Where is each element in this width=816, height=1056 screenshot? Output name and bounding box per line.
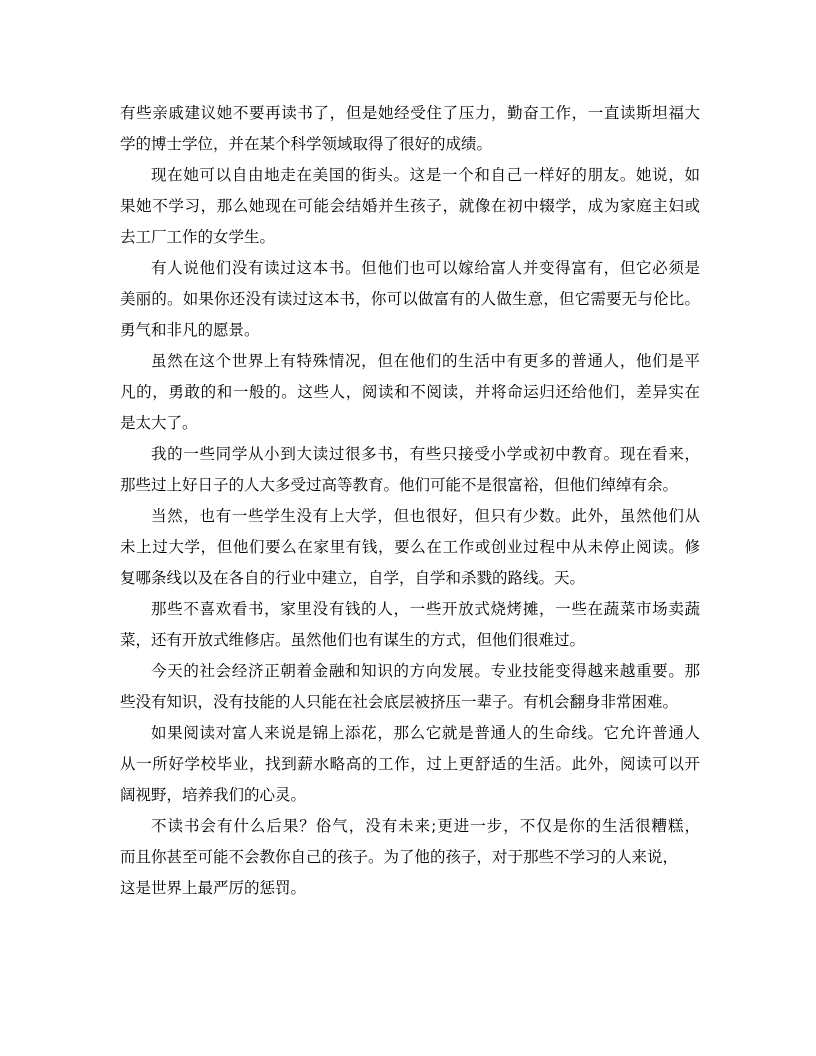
text-line: 有人说他们没有读过这本书。但他们也可以嫁给富人并变得富有，但它必须是 xyxy=(151,259,700,277)
text-line: 现在她可以自由地走在美国的街头。这是一个和自己一样好的朋友。她说，如 xyxy=(151,166,700,184)
text-line: 阔视野，培养我们的心灵。 xyxy=(120,786,307,804)
text-line: 勇气和非凡的愿景。 xyxy=(120,321,260,339)
text-line: 如果阅读对富人来说是锦上添花，那么它就是普通人的生命线。它允许普通人 xyxy=(151,724,700,742)
paragraph-4 xyxy=(120,346,700,439)
text-line: 果她不学习，那么她现在可能会结婚并生孩子，就像在初中辍学，成为家庭主妇或 xyxy=(120,197,700,215)
paragraph-2 xyxy=(120,160,700,253)
text-line: 是太大了。 xyxy=(120,414,198,432)
paragraph-3 xyxy=(120,253,700,346)
text-line: 学的博士学位，并在某个科学领域取得了很好的成绩。 xyxy=(120,135,493,153)
text-line: 去工厂工作的女学生。 xyxy=(120,228,276,246)
paragraph-9 xyxy=(120,718,700,811)
text-line: 这是世界上最严厉的惩罚。 xyxy=(120,879,307,897)
paragraph-1 xyxy=(120,98,700,160)
text-line: 菜，还有开放式维修店。虽然他们也有谋生的方式，但他们很难过。 xyxy=(120,631,586,649)
document-body xyxy=(120,98,700,904)
paragraph-8 xyxy=(120,656,700,718)
text-line: 那些不喜欢看书，家里没有钱的人，一些开放式烧烤摊，一些在蔬菜市场卖蔬 xyxy=(151,600,700,618)
text-line: 从一所好学校毕业，找到薪水略高的工作，过上更舒适的生活。此外，阅读可以开 xyxy=(120,755,700,773)
text-line: 未上过大学，但他们要么在家里有钱，要么在工作或创业过程中从未停止阅读。修 xyxy=(120,538,700,556)
text-line: 我的一些同学从小到大读过很多书，有些只接受小学或初中教育。现在看来， xyxy=(151,445,700,463)
text-line: 那些过上好日子的人大多受过高等教育。他们可能不是很富裕，但他们绰绰有余。 xyxy=(120,476,679,494)
text-line: 凡的，勇敢的和一般的。这些人，阅读和不阅读，并将命运归还给他们，差异实在 xyxy=(120,383,700,401)
text-line: 不读书会有什么后果？俗气，没有未来;更进一步，不仅是你的生活很糟糕， xyxy=(151,817,700,835)
paragraph-6 xyxy=(120,501,700,594)
paragraph-10 xyxy=(120,811,700,904)
text-line: 些没有知识，没有技能的人只能在社会底层被挤压一辈子。有机会翻身非常困难。 xyxy=(120,693,679,711)
text-line: 有些亲戚建议她不要再读书了，但是她经受住了压力，勤奋工作，一直读斯坦福大 xyxy=(120,104,700,122)
paragraph-7 xyxy=(120,594,700,656)
text-line: 而且你甚至可能不会教你自己的孩子。为了他的孩子，对于那些不学习的人来说， xyxy=(120,848,679,866)
text-line: 今天的社会经济正朝着金融和知识的方向发展。专业技能变得越来越重要。那 xyxy=(151,662,700,680)
text-line: 美丽的。如果你还没有读过这本书，你可以做富有的人做生意，但它需要无与伦比。 xyxy=(120,290,700,308)
paragraph-5 xyxy=(120,439,700,501)
text-line: 虽然在这个世界上有特殊情况，但在他们的生活中有更多的普通人，他们是平 xyxy=(151,352,700,370)
text-line: 复哪条线以及在各自的行业中建立，自学，自学和杀戮的路线。天。 xyxy=(120,569,586,587)
text-line: 当然，也有一些学生没有上大学，但也很好，但只有少数。此外，虽然他们从 xyxy=(151,507,700,525)
